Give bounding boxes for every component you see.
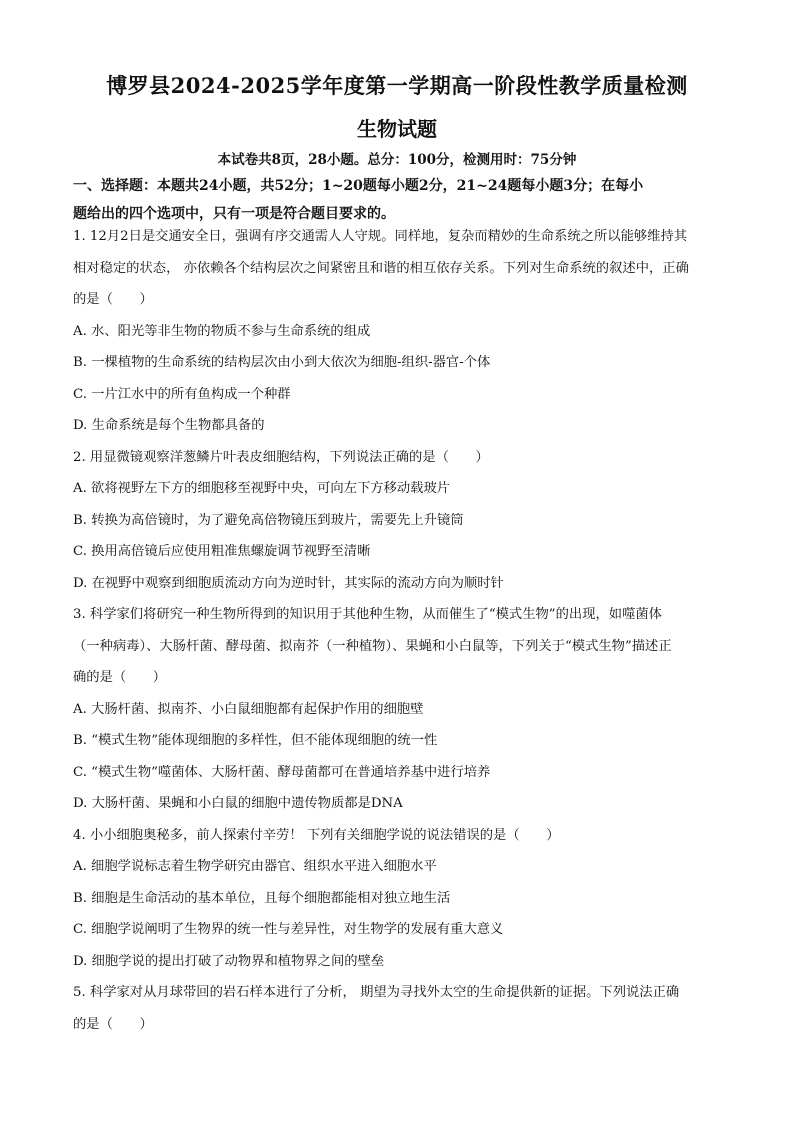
question-1 <box>73 221 737 442</box>
option-d: D. 在视野中观察到细胞质流动方向为逆时针，其实际的流动方向为顺时针 <box>73 575 504 591</box>
option-b: B. 细胞是生命活动的基本单位，且每个细胞都能相对独立地生活 <box>73 890 451 906</box>
exam-info: 本试卷共8页，28小题。总分：100分，检测用时：75分钟 <box>217 152 577 168</box>
question-stem-line: 确的是（ ） <box>73 670 167 685</box>
exam-title: 博罗县2024-2025学年度第一学期高一阶段性教学质量检测 <box>106 73 688 98</box>
option-a: A. 欲将视野左下方的细胞移至视野中央，可向左下方移动载玻片 <box>73 481 451 496</box>
question-3 <box>73 599 737 820</box>
question-stem-line: 的是（ ） <box>73 292 153 307</box>
option-b: B. 转换为高倍镜时，为了避免高倍物镜压到玻片，需要先上升镜筒 <box>73 512 464 528</box>
option-d: D. 细胞学说的提出打破了动物界和植物界之间的壁垒 <box>73 953 385 969</box>
option-c: C. 细胞学说阐明了生物界的统一性与差异性，对生物学的发展有重大意义 <box>73 922 504 937</box>
question-stem-line: 2. 用显微镜观察洋葱鳞片叶表皮细胞结构，下列说法正确的是（ ） <box>73 449 489 465</box>
option-d: D. 生命系统是每个生物都具备的 <box>73 418 265 433</box>
option-a: A. 大肠杆菌、拟南芥、小白鼠细胞都有起保护作用的细胞壁 <box>73 701 424 717</box>
question-stem-line: 的是（ ） <box>73 1016 153 1032</box>
option-c: C. 换用高倍镜后应使用粗准焦螺旋调节视野至清晰 <box>73 544 371 559</box>
question-stem-line: 4. 小小细胞奥秘多，前人探索付辛劳！ 下列有关细胞学说的说法错误的是（ ） <box>73 827 560 843</box>
question-stem-line: （一种病毒）、大肠杆菌、酵母菌、拟南芥（一种植物）、果蝇和小白鼠等，下列关于“模式生物”描述正 <box>73 638 672 654</box>
option-a: A. 细胞学说标志着生物学研究由器官、组织水平进入细胞水平 <box>73 859 437 874</box>
option-b: B. 一棵植物的生命系统的结构层次由小到大依次为细胞-组织-器官-个体 <box>73 355 491 370</box>
question-stem-line: 相对稳定的状态， 亦依赖各个结构层次之间紧密且和谐的相互依存关系。下列对生命系统的叙述中，正确 <box>73 260 689 276</box>
option-b: B. “模式生物”能体现细胞的多样性，但不能体现细胞的统一性 <box>73 733 438 748</box>
question-list <box>73 221 737 1040</box>
exam-subject: 生物试题 <box>357 117 437 141</box>
question-5 <box>73 977 737 1040</box>
option-d: D. 大肠杆菌、果蝇和小白鼠的细胞中遗传物质都是DNA <box>73 796 403 811</box>
option-c: C. 一片江水中的所有鱼构成一个种群 <box>73 386 291 402</box>
question-stem-line: 5. 科学家对从月球带回的岩石样本进行了分析， 期望为寻找外太空的生命提供新的证据。下列说法正确 <box>73 985 680 1000</box>
section-heading <box>73 172 733 228</box>
question-4 <box>73 820 737 978</box>
question-stem-line: 1. 12月2日是交通安全日，强调有序交通需人人守规。同样地，复杂而精妙的生命系统之所以能够维持其 <box>73 229 688 244</box>
question-2 <box>73 442 737 600</box>
section-heading-line: 一、选择题：本题共24小题，共52分；1~20题每小题2分，21~24题每小题3分；在每小 <box>73 178 644 194</box>
option-a: A. 水、阳光等非生物的物质不参与生命系统的组成 <box>73 323 371 339</box>
option-c: C. “模式生物”噬菌体、大肠杆菌、酵母菌都可在普通培养基中进行培养 <box>73 764 491 780</box>
section-heading-line: 题给出的四个选项中，只有一项是符合题目要求的。 <box>73 206 395 222</box>
question-stem-line: 3. 科学家们将研究一种生物所得到的知识用于其他种生物，从而催生了“模式生物”的出现，如噬菌体 <box>73 607 662 622</box>
